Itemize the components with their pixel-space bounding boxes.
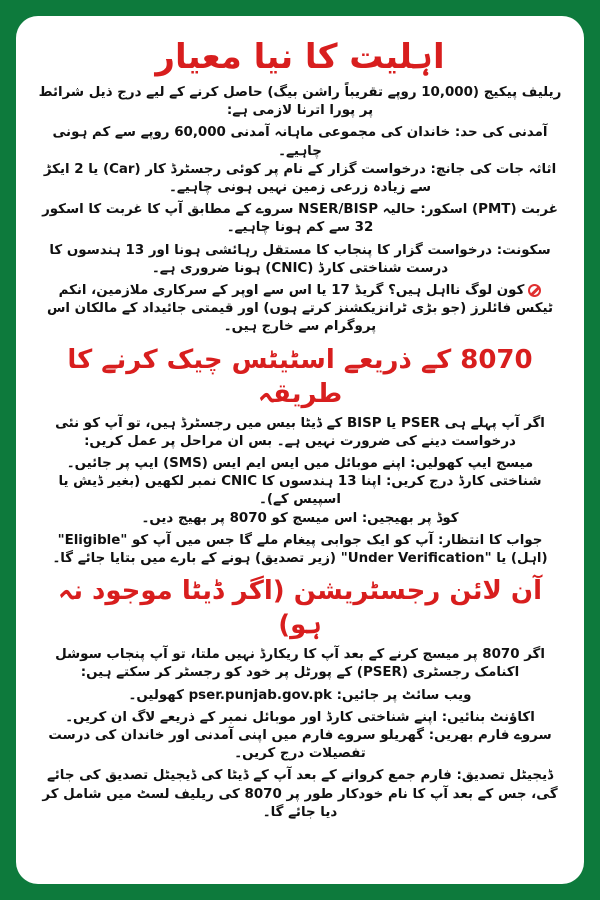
survey-step: سروے فارم بھریں: گھریلو سروے فارم میں اپنی آمدنی اور خاندان کی درست تفصیلات درج کریں۔ [48,728,552,762]
step-open-sms: میسج ایپ کھولیں: اپنے موبائل میں ایس ایم ایس (SMS) ایپ پر جائیں۔ [66,456,534,472]
step-send-code: کوڈ پر بھیجیں: اس میسج کو 8070 پر بھیج دیں۔ [141,510,459,526]
status-check-intro: اگر آپ پہلے ہی PSER یا BISP کے ڈیٹا بیس میں رجسٹرڈ ہیں، تو آپ کو نئی درخواست دینے کی ضرورت نہیں ہے۔ بس ان مراحل پر عمل کریں: [55,415,545,449]
document-body [16,16,584,822]
income-criteria: آمدنی کی حد: خاندان کی مجموعی ماہانہ آمدنی 60,000 روپے سے کم ہونی چاہیے۔ [52,125,548,159]
status-check-heading: 8070 کے ذریعے اسٹیٹس چیک کرنے کا طریقہ [67,344,533,409]
website-link[interactable]: pser.punjab.gov.pk [188,687,332,703]
step-wait-reply: جواب کا انتظار: آپ کو ایک جوابی پیغام ملے گا جس میں آپ کو "Eligible" (اہل) یا "Under Verification" (زیر تصدیق) ہونے کے بارے میں بتایا جائے گا۔ [52,532,548,567]
assets-criteria: اثاثہ جات کی جانچ: درخواست گزار کے نام پر کوئی رجسٹرڈ کار (Car) یا 2 ایکڑ سے زیادہ زرعی زمین نہیں ہونی چاہیے۔ [43,161,557,196]
online-registration-heading: آن لائن رجسٹریشن (اگر ڈیٹا موجود نہ ہو) [57,576,543,641]
step-enter-cnic: شناختی کارڈ درج کریں: اپنا 13 ہندسوں کا CNIC نمبر لکھیں (بغیر ڈیش یا اسپیس کے)۔ [58,474,542,508]
registration-intro: اگر 8070 پر میسج کرنے کے بعد آپ کا ریکارڈ نہیں ملتا، تو آپ پنجاب سوشل اکنامک رجسٹری (PSER) کے پورٹل پر خود کو رجسٹر کر سکتے ہیں: [55,647,545,681]
eligibility-heading: اہلیت کا نیا معیار [155,37,445,77]
content-card [16,16,584,884]
website-suffix: کھولیں۔ [128,687,184,703]
pmt-criteria: غربت (PMT) اسکور: حالیہ NSER/BISP سروے کے مطابق آپ کا غربت کا اسکور 32 سے کم ہونا چاہیے۔ [42,202,558,236]
digital-verification-step: ڈیجیٹل تصدیق: فارم جمع کروانے کے بعد آپ کے ڈیٹا کی ڈیجیٹل تصدیق کی جائے گی، جس کے بعد آپ کا نام خودکار طور پر 8070 کی ریلیف لسٹ میں شامل کر دیا جائے گا۔ [42,768,558,820]
eligibility-intro: ریلیف پیکیج (10,000 روپے تقریباً راشن بیگ) حاصل کرنے کے لیے درج ذیل شرائط پر پورا اترنا لازمی ہے: [38,85,562,119]
website-step [38,687,562,705]
residence-criteria: سکونت: درخواست گزار کا پنجاب کا مستقل رہائشی ہونا اور 13 ہندسوں کا درست شناختی کارڈ (CNIC) ہونا ضروری ہے۔ [49,242,551,276]
website-label: ویب سائٹ پر جائیں: [336,687,472,703]
ineligible-note [38,282,562,337]
account-step: اکاؤنٹ بنائیں: اپنے شناختی کارڈ اور موبائل نمبر کے ذریعے لاگ ان کریں۔ [65,709,535,725]
prohibited-icon [528,284,541,297]
ineligible-text: کون لوگ نااہل ہیں؟ گریڈ 17 یا اس سے اوپر کے سرکاری ملازمین، انکم ٹیکس فائلرز (جو بڑی ٹرانزیکشنز کرتے ہوں) اور قیمتی جائیداد کے مالکان اس پروگرام سے خارج ہیں۔ [46,283,554,335]
